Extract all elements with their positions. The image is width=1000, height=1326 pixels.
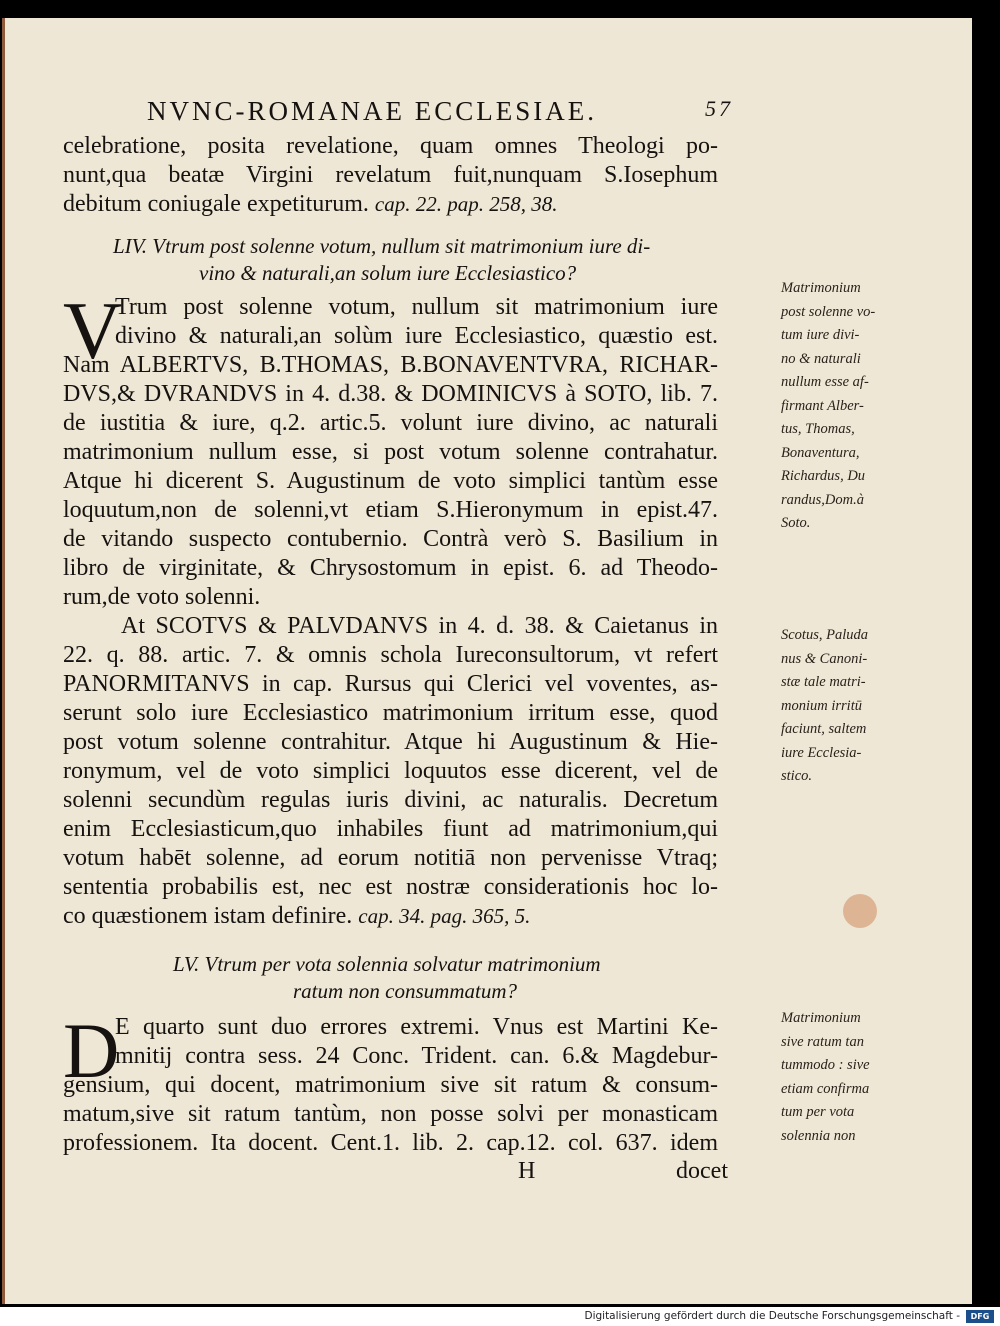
text-line: ronymum, vel de voto simplici loquutos esse dicerent, vel de — [63, 758, 718, 784]
drop-cap: V — [63, 285, 123, 376]
margin-note-line: monium irritū — [781, 697, 862, 714]
page-footer — [63, 1158, 728, 1188]
citation: cap. 34. pag. 365, 5. — [358, 904, 531, 928]
running-header — [63, 96, 733, 132]
text-line: Trum post solenne votum, nullum sit matrimonium iure — [115, 294, 718, 320]
text-line: sententia probabilis est, nec est nostræ considerationis hoc lo- — [63, 874, 718, 900]
margin-note-1 — [781, 277, 901, 536]
margin-note-line: stico. — [781, 768, 813, 784]
margin-note-line: iure Ecclesia- — [781, 744, 862, 761]
margin-note-line: tummodo : sive — [781, 1057, 870, 1073]
text-line: professionem. Ita docent. Cent.1. lib. 2. cap.12. col. 637. idem — [63, 1130, 718, 1156]
credit-text: Digitalisierung gefördert durch die Deutsche Forschungsgemeinschaft - — [584, 1310, 960, 1322]
text-line: de vitando suspecto contubernio. Contrà verò S. Basilium in — [63, 526, 718, 552]
text-line: celebratione, posita revelatione, quam omnes Theologi po- — [63, 133, 718, 159]
text-line: de iustitia & iure, q.2. artic.5. volunt iure divino, ac naturali — [63, 410, 718, 436]
heading-line: ratum non consummatum? — [293, 979, 517, 1003]
margin-note-line: faciunt, saltem — [781, 721, 867, 737]
text-line: Atque hi dicerent S. Augustinum de voto simplici tantùm esse — [63, 468, 718, 494]
continued-text — [63, 132, 963, 219]
signature-mark: H — [518, 1158, 536, 1184]
text-line: divino & naturali,an solùm iure Ecclesiastico, quæstio est. — [115, 323, 718, 349]
text-line: votum habēt solenne, ad eorum notitiā non pervenisse Vtraq; — [63, 845, 718, 871]
margin-note-3 — [781, 1007, 901, 1148]
question-heading-liv — [63, 233, 753, 287]
margin-note-2 — [781, 624, 901, 789]
text-line: rum,de voto solenni. — [63, 584, 261, 610]
digitization-credit — [0, 1307, 1000, 1326]
margin-note-line: tum iure divi- — [781, 327, 860, 343]
margin-note-line: sive ratum tan — [781, 1033, 864, 1050]
text-line: At SCOTVS & PALVDANVS in 4. d. 38. & Caietanus in — [121, 613, 718, 639]
running-title: NVNC-ROMANAE ECCLESIAE. — [147, 96, 597, 126]
text-line: gensium, qui docent, matrimonium sive sit ratum & consum- — [63, 1072, 718, 1098]
text-line: loquutum,non de solenni,vt etiam S.Hieronymum in epist.47. — [63, 497, 718, 523]
margin-note-line: stæ tale matri- — [781, 674, 866, 690]
text-line: serunt solo iure Ecclesiastico matrimonium irritum esse, quod — [63, 700, 718, 726]
text-line: 22. q. 88. artic. 7. & omnis schola Iureconsultorum, vt refert — [63, 642, 718, 668]
margin-note-line: nus & Canoni- — [781, 650, 868, 667]
catchword: docet — [676, 1158, 728, 1184]
margin-note-line: Bonaventura, — [781, 444, 860, 461]
text-line — [63, 902, 718, 931]
text-line-part: co quæstionem istam definire. — [63, 903, 353, 929]
text-line: solenni secundùm regulas iuris divini, ac naturalis. Decretum — [63, 787, 718, 813]
text-line: PANORMITANVS in cap. Rursus qui Clerici vel voventes, as- — [63, 671, 718, 697]
heading-line: vino & naturali,an solum iure Ecclesiastico? — [199, 261, 577, 285]
question-heading-lv — [63, 951, 813, 1005]
text-line — [63, 190, 718, 219]
margin-note-line: tus, Thomas, — [781, 421, 855, 437]
margin-note-line: Matrimonium — [781, 1010, 861, 1026]
margin-note-line: no & naturali — [781, 350, 861, 367]
margin-note-line: Soto. — [781, 515, 811, 531]
margin-note-line: Scotus, Paluda — [781, 627, 868, 643]
dfg-logo: DFG — [966, 1310, 994, 1323]
drop-cap: D — [63, 1007, 120, 1094]
margin-note-line: etiam confirma — [781, 1080, 870, 1097]
paragraph-3 — [63, 1007, 963, 1158]
text-line: DVS,& DVRANDVS in 4. d.38. & DOMINICVS à SOTO, lib. 7. — [63, 381, 718, 407]
margin-note-line: Richardus, Du — [781, 468, 866, 484]
text-line: enim Ecclesiasticum,quo inhabiles fiunt ad matrimonium,qui — [63, 816, 718, 842]
text-line: matrimonium nullum esse, si post votum solenne contrahatur. — [63, 439, 718, 465]
paragraph-2 — [63, 612, 963, 931]
text-line: Nam ALBERTVS, B.THOMAS, B.BONAVENTVRA, RICHAR- — [63, 352, 718, 378]
heading-line: LIV. Vtrum post solenne votum, nullum sit matrimonium iure di- — [113, 234, 651, 258]
margin-note-line: firmant Alber- — [781, 397, 864, 414]
book-page — [2, 18, 972, 1304]
text-line: nunt,qua beatæ Virgini revelatum fuit,nunquam S.Iosephum — [63, 162, 718, 188]
text-line: E quarto sunt duo errores extremi. Vnus est Martini Ke- — [115, 1014, 718, 1040]
margin-note-line: solennia non — [781, 1127, 856, 1144]
text-line: post votum solenne contrahitur. Atque hi Augustinum & Hie- — [63, 729, 718, 755]
margin-note-line: tum per vota — [781, 1104, 855, 1120]
text-line: mnitij contra sess. 24 Conc. Trident. can. 6.& Magdebur- — [115, 1043, 718, 1069]
page-content — [63, 96, 963, 1188]
margin-note-line: post solenne vo- — [781, 303, 876, 320]
margin-note-line: nullum esse af- — [781, 374, 869, 390]
citation: cap. 22. pap. 258, 38. — [374, 192, 558, 216]
page-number: 57 — [705, 96, 733, 121]
text-line: libro de virginitate, & Chrysostomum in epist. 6. ad Theodo- — [63, 555, 718, 581]
text-line: matum,sive sit ratum tantùm, non posse solvi per monasticam — [63, 1101, 718, 1127]
margin-note-line: Matrimonium — [781, 280, 861, 296]
margin-note-line: randus,Dom.à — [781, 491, 864, 508]
text-line-part: debitum coniugale expetiturum. — [63, 191, 369, 217]
heading-line: LV. Vtrum per vota solennia solvatur matrimonium — [173, 952, 601, 976]
paragraph-1 — [63, 280, 963, 612]
